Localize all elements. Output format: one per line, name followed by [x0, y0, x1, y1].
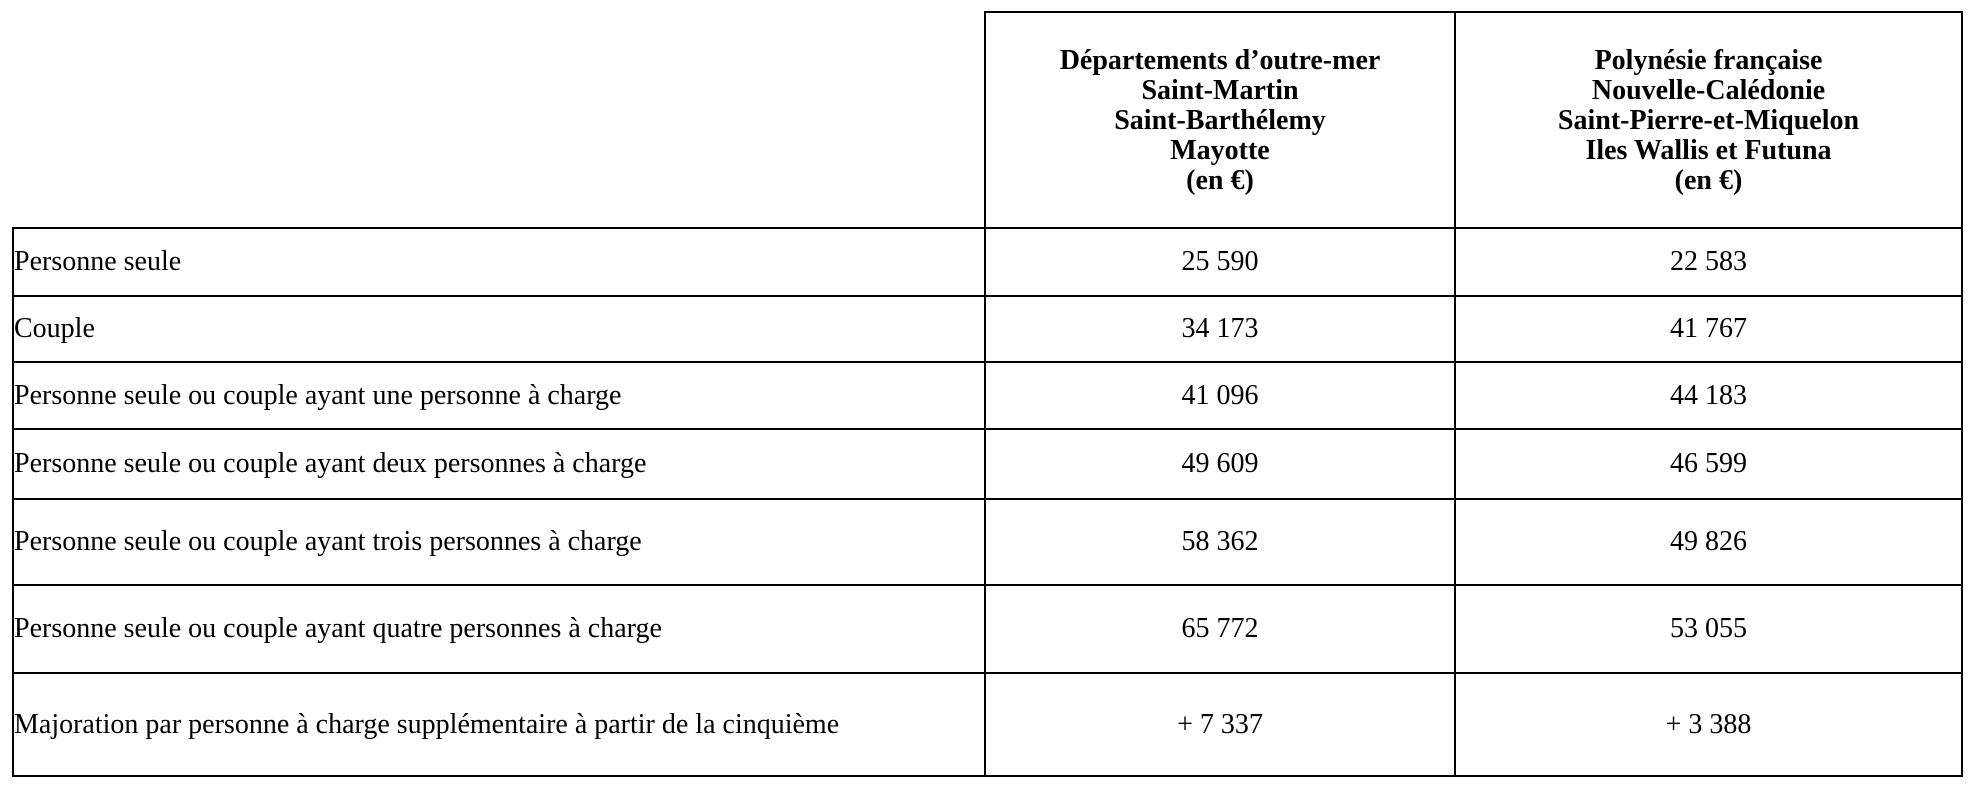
value-dom: 34 173	[985, 296, 1455, 362]
value-com: 53 055	[1455, 585, 1962, 673]
column-header-com	[1455, 12, 1962, 228]
value-dom: 49 609	[985, 429, 1455, 499]
row-label: Personne seule ou couple ayant trois personnes à charge	[13, 499, 985, 585]
header-empty-cell	[13, 12, 985, 228]
value-com: 22 583	[1455, 228, 1962, 296]
column-header-com-line: Nouvelle-Calédonie	[1591, 75, 1826, 106]
column-header-dom-line: Saint-Barthélemy	[1114, 105, 1326, 136]
value-dom: + 7 337	[985, 673, 1455, 776]
column-header-dom-line: Départements d’outre-mer	[1059, 45, 1381, 76]
column-header-com-line: Saint-Pierre-et-Miquelon	[1557, 105, 1860, 136]
column-header-com-line: Polynésie française	[1594, 45, 1823, 76]
value-com: 41 767	[1455, 296, 1962, 362]
row-label: Personne seule	[13, 228, 985, 296]
table-row	[13, 296, 1962, 362]
table-row	[13, 673, 1962, 776]
table-row	[13, 228, 1962, 296]
value-dom: 58 362	[985, 499, 1455, 585]
column-header-com-line: (en €)	[1674, 165, 1743, 196]
value-com: 49 826	[1455, 499, 1962, 585]
table-row	[13, 362, 1962, 429]
table-row	[13, 429, 1962, 499]
value-dom: 65 772	[985, 585, 1455, 673]
value-dom: 41 096	[985, 362, 1455, 429]
row-label: Personne seule ou couple ayant quatre personnes à charge	[13, 585, 985, 673]
column-header-dom	[985, 12, 1455, 228]
income-threshold-table	[12, 11, 1963, 777]
value-com: 44 183	[1455, 362, 1962, 429]
column-header-dom-line: (en €)	[1186, 165, 1254, 196]
row-label: Personne seule ou couple ayant une personne à charge	[13, 362, 985, 429]
header-row	[13, 12, 1962, 228]
row-label: Couple	[13, 296, 985, 362]
column-header-dom-line: Mayotte	[1170, 135, 1270, 166]
row-label: Personne seule ou couple ayant deux personnes à charge	[13, 429, 985, 499]
column-header-dom-line: Saint-Martin	[1141, 75, 1299, 106]
row-label: Majoration par personne à charge supplémentaire à partir de la cinquième	[13, 673, 985, 776]
table-row	[13, 585, 1962, 673]
value-dom: 25 590	[985, 228, 1455, 296]
column-header-com-line: Iles Wallis et Futuna	[1585, 135, 1832, 166]
value-com: 46 599	[1455, 429, 1962, 499]
value-com: + 3 388	[1455, 673, 1962, 776]
table-row	[13, 499, 1962, 585]
